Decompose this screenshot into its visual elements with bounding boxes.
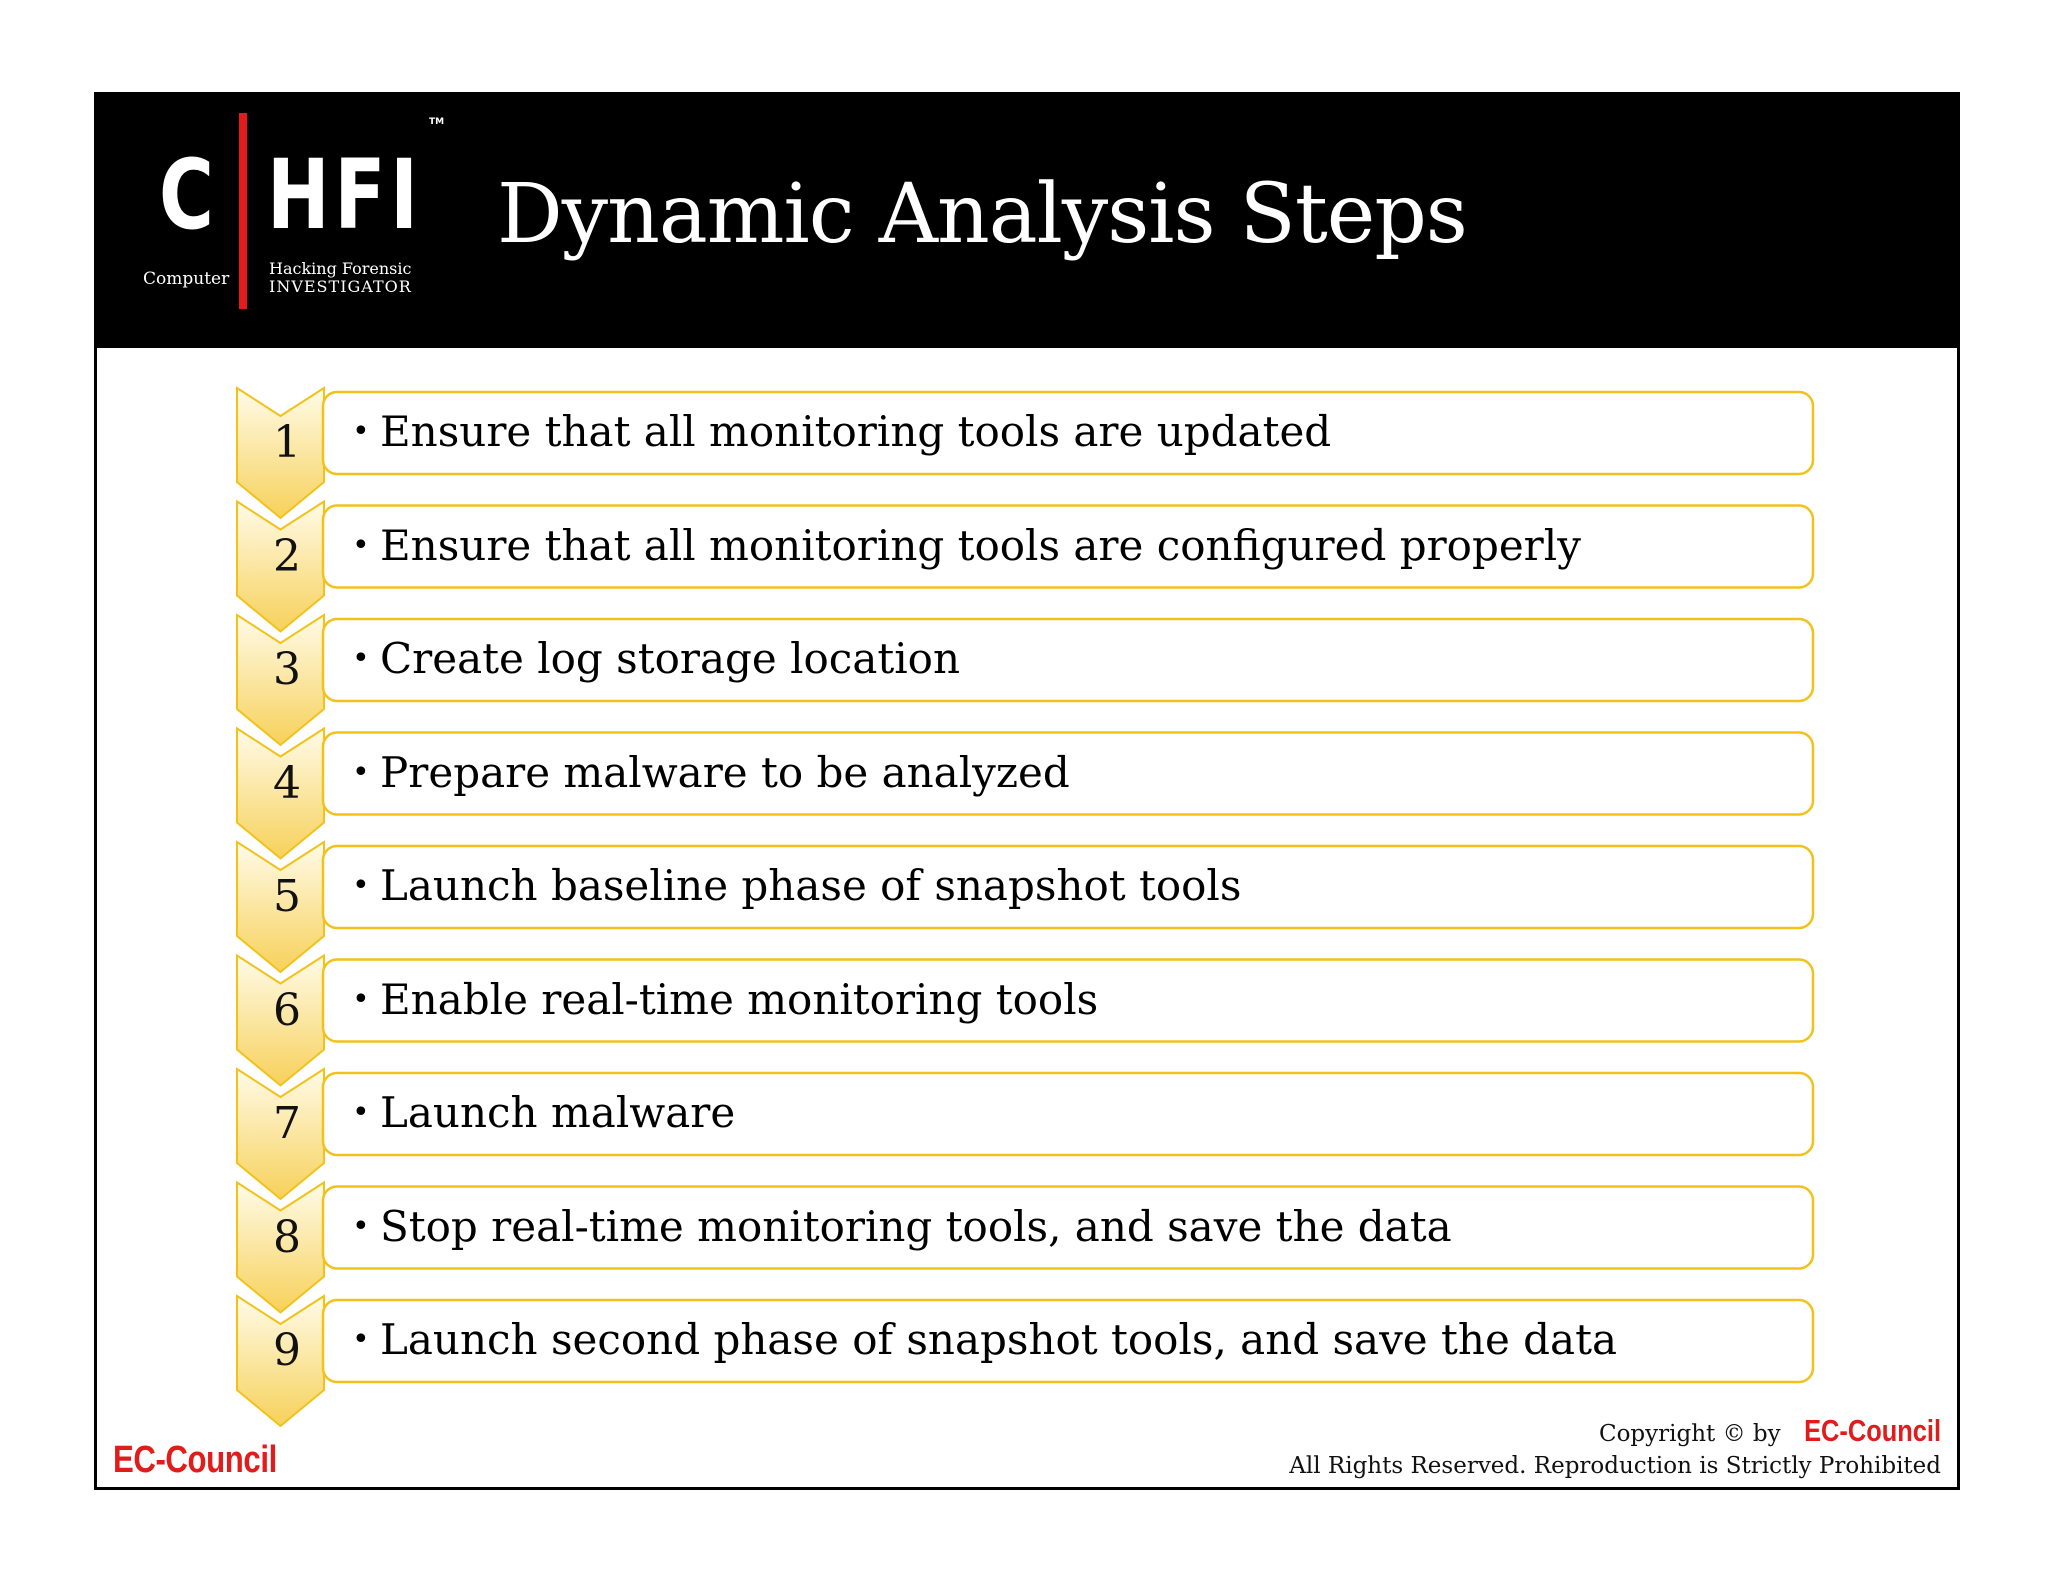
copyright-notice [1289,1415,1941,1482]
logo-trademark: TM [429,117,445,127]
step-item-7 [352,1071,1852,1155]
step-number: 6 [273,984,301,1036]
step-number: 2 [273,530,301,582]
step-text: Stop real-time monitoring tools, and save the data [380,1201,1452,1251]
step-text: Ensure that all monitoring tools are configured properly [380,520,1581,570]
bullet-icon: • [352,527,370,563]
bullet-icon: • [352,641,370,676]
step-text: Launch second phase of snapshot tools, and save the data [380,1315,1617,1364]
step-text: Ensure that all monitoring tools are updated [380,407,1332,456]
step-text: Enable real-time monitoring tools [380,974,1099,1024]
step-item-8 [352,1185,1852,1269]
step-item-4 [352,731,1852,815]
step-item-9 [352,1298,1852,1382]
step-text: Launch malware [380,1088,736,1137]
ec-council-logo: EC-Council [113,1439,277,1481]
logo-letters-hfi: HFI [267,139,423,251]
copyright-line [1289,1415,1941,1450]
logo-investigator-label: INVESTIGATOR [269,277,412,296]
step-item-5 [352,844,1852,928]
step-item-2 [352,504,1852,588]
step-text: Prepare malware to be analyzed [380,747,1070,797]
step-number: 1 [273,417,301,468]
step-number: 8 [273,1211,301,1263]
step-number: 7 [273,1098,301,1149]
step-number: 5 [273,871,301,922]
step-item-1 [352,390,1852,474]
bullet-icon: • [352,981,370,1017]
bullet-icon: • [352,868,370,903]
step-number: 4 [273,757,301,809]
bullet-icon: • [352,1095,370,1130]
bullet-icon: • [352,414,370,449]
step-item-3 [352,617,1852,701]
step-text: Create log storage location [380,634,961,683]
page-title: Dynamic Analysis Steps [497,167,1467,262]
rights-line: All Rights Reserved. Reproduction is Strictly Prohibited [1289,1453,1941,1479]
copyright-prefix: Copyright © by [1598,1421,1781,1447]
copyright-brand: EC-Council [1804,1413,1941,1448]
slide [94,92,1960,1490]
step-text: Launch baseline phase of snapshot tools [380,861,1242,910]
step-number: 9 [273,1325,301,1376]
bullet-icon: • [352,1322,370,1357]
bullet-icon: • [352,1208,370,1244]
step-number: 3 [273,644,301,695]
logo-hacking-forensic-label: Hacking Forensic [269,259,412,278]
logo-letter-c: C [159,139,214,251]
step-item-6 [352,958,1852,1042]
bullet-icon: • [352,754,370,790]
logo-computer-label: Computer [143,269,230,289]
